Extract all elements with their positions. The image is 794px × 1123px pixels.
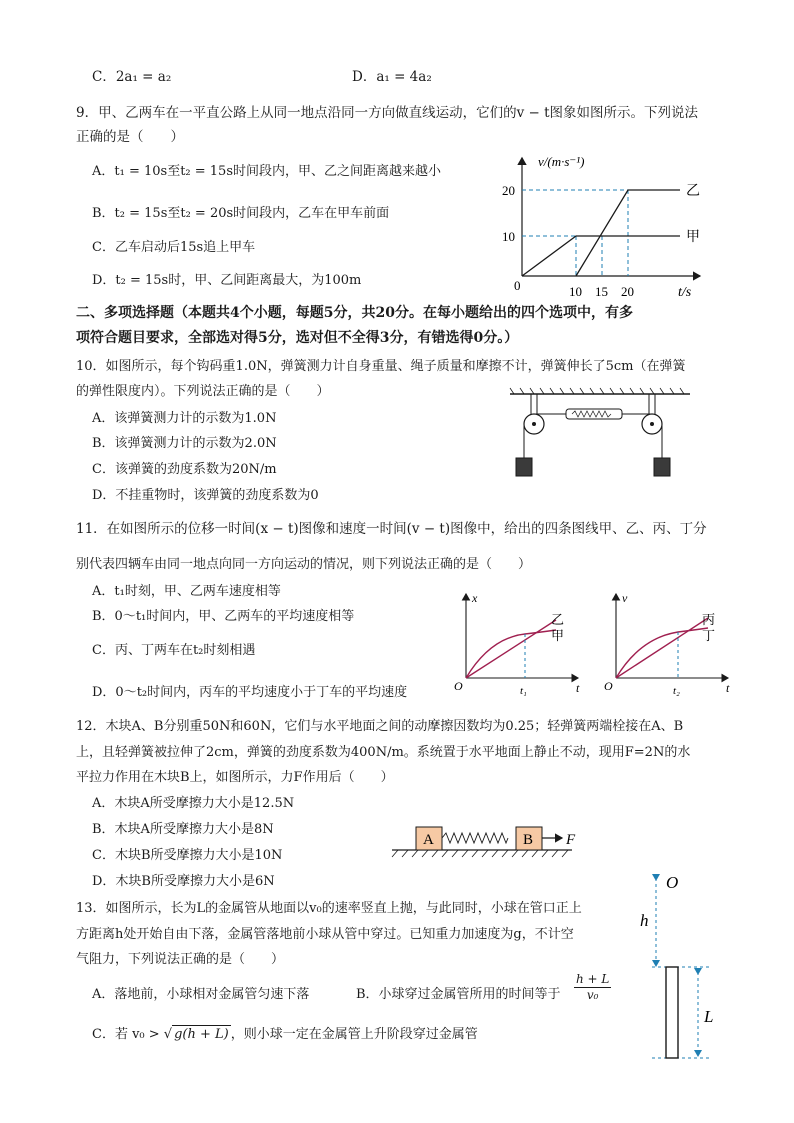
q9-stem-line2: 正确的是（ ） <box>76 129 184 145</box>
q13-option-c-suffix: ，则小球一定在金属管上升阶段穿过金属管 <box>230 1027 478 1042</box>
q11-g1-xlabel: t <box>576 681 580 695</box>
q10-option-c: C．该弹簧的劲度系数为20N/m <box>92 462 277 477</box>
q13-option-a: A．落地前，小球相对金属管匀速下落 <box>92 987 310 1002</box>
q9-origin: 0 <box>514 278 521 293</box>
q12-label-a: A <box>423 832 434 848</box>
q12-option-b: B．木块A所受摩擦力大小是8N <box>92 822 274 837</box>
q13-tube-figure <box>632 868 732 1068</box>
q11-stem-line2: 别代表四辆车由同一地点向同一方向运动的情况，则下列说法正确的是（ ） <box>76 557 532 572</box>
q11-g2-ylabel: v <box>622 591 628 605</box>
q9-option-a: A．t₁ = 10s至t₂ = 15s时间段内，甲、乙之间距离越来越小 <box>92 164 442 179</box>
q9-xtick-15: 15 <box>595 284 608 299</box>
q11-line-bing <box>616 618 708 678</box>
q13-frac-den: v₀ <box>586 988 599 1002</box>
q11-g1-ylabel: x <box>472 591 478 605</box>
q9-ytick-10: 10 <box>502 229 515 244</box>
q13-option-b: B．小球穿过金属管所用的时间等于 <box>356 987 561 1002</box>
q9-xtick-10: 10 <box>569 284 582 299</box>
q12-label-f: F <box>566 832 576 848</box>
q12-blocks-figure <box>392 822 592 862</box>
q9-xlabel: t/s <box>678 285 692 300</box>
q12-option-a: A．木块A所受摩擦力大小是12.5N <box>92 796 295 811</box>
q11-line-ding <box>616 628 708 678</box>
q13-frac-num: h + L <box>576 972 610 986</box>
q8-option-c: C．2a₁ = a₂ <box>92 69 172 85</box>
q11-xt-graph <box>450 590 590 700</box>
q13-label-l: L <box>704 1007 714 1026</box>
q10-option-b: B．该弹簧测力计的示数为2.0N <box>92 436 277 451</box>
q13-label-h: h <box>640 911 649 930</box>
q9-vt-graph <box>490 150 720 300</box>
q12-stem-line2: 上，且轻弹簧被拉伸了2cm，弹簧的劲度系数为400N/m。系统置于水平地面上静止不动，现用F=2N的水 <box>76 745 691 760</box>
q13-option-c-prefix: C．若 v₀ > <box>92 1027 164 1042</box>
q12-option-c: C．木块B所受摩擦力大小是10N <box>92 848 283 863</box>
q11-vt-graph <box>600 590 740 700</box>
section2-header-line1: 二、多项选择题（本题共4个小题，每题5分，共20分。在每小题给出的四个选项中，有多 <box>76 305 633 321</box>
q11-g2-label-ding: 丁 <box>702 628 716 643</box>
q9-option-b: B．t₂ = 15s至t₂ = 20s时间段内，乙车在甲车前面 <box>92 206 390 221</box>
q11-line-yi <box>466 620 556 678</box>
q10-stem-line2: 的弹性限度内）。下列说法正确的是（ ） <box>76 384 330 399</box>
q11-option-d: D．0～t₂时间内，丙车的平均速度小于丁车的平均速度 <box>92 685 408 700</box>
q11-option-a: A．t₁时刻，甲、乙两车速度相等 <box>92 584 281 599</box>
q8-option-d: D．a₁ = 4a₂ <box>352 69 432 85</box>
q11-g1-origin: O <box>454 679 463 693</box>
section2-header-line2: 项符合题目要求，全部选对得5分，选对但不全得3分，有错选得0分。） <box>76 330 519 346</box>
q13-metal-tube <box>666 967 678 1058</box>
q11-stem-line1: 11．在如图所示的位移一时间(x − t)图像和速度一时间(v − t)图像中，给出的四条图线甲、乙、丙、丁分 <box>76 521 707 537</box>
q11-line-jia <box>466 630 556 678</box>
q10-option-a: A．该弹簧测力计的示数为1.0N <box>92 411 277 426</box>
q11-g2-label-bing: 丙 <box>702 612 716 627</box>
q9-ylabel: v/(m·s⁻¹) <box>538 154 585 169</box>
q11-g1-label-jia: 甲 <box>551 628 565 643</box>
q11-g2-tick: t₂ <box>673 685 680 697</box>
q9-label-jia: 甲 <box>686 230 700 245</box>
q11-g1-label-yi: 乙 <box>551 612 565 627</box>
q13-label-o: O <box>666 873 679 892</box>
q10-right-weight <box>654 458 670 476</box>
q9-line-jia <box>522 236 680 276</box>
q10-spring-scale <box>566 409 622 419</box>
q11-g2-xlabel: t <box>726 681 730 695</box>
q11-option-c: C．丙、丁两车在t₂时刻相遇 <box>92 643 256 658</box>
q10-left-weight <box>516 458 532 476</box>
q12-stem-line3: 平拉力作用在木块B上，如图所示，力F作用后（ ） <box>76 770 394 785</box>
q12-label-b: B <box>523 832 534 848</box>
q9-xtick-20: 20 <box>621 284 634 299</box>
q9-ytick-20: 20 <box>502 183 515 198</box>
q11-g1-tick: t₁ <box>520 685 527 697</box>
q13-option-b-fraction <box>574 972 611 1003</box>
q10-stem-line1: 10．如图所示，每个钩码重1.0N，弹簧测力计自身重量、绳子质量和摩擦不计，弹簧伸长了5cm（在弹簧 <box>76 359 686 374</box>
q13-stem-line2: 方距离h处开始自由下落，金属管落地前小球从管中穿过。已知重力加速度为g，不计空 <box>76 927 574 942</box>
q12-stem-line1: 12．木块A、B分别重50N和60N，它们与水平地面之间的动摩擦因数均为0.25；轻弹簧两端栓接在A、B <box>76 719 684 734</box>
q11-g2-origin: O <box>604 679 613 693</box>
q9-label-yi: 乙 <box>686 184 700 199</box>
q9-option-d: D．t₂ = 15s时，甲、乙间距离最大，为100m <box>92 273 362 288</box>
q10-pulley-figure <box>510 388 690 484</box>
q13-option-c <box>92 1025 478 1044</box>
q10-option-d: D．不挂重物时，该弹簧的劲度系数为0 <box>92 488 319 503</box>
q13-sqrt-symbol: √ <box>163 1027 173 1042</box>
q12-option-d: D．木块B所受摩擦力大小是6N <box>92 874 275 889</box>
q9-option-c: C．乙车启动后15s追上甲车 <box>92 240 256 255</box>
q11-option-b: B．0～t₁时间内，甲、乙两车的平均速度相等 <box>92 609 355 624</box>
q13-stem-line3: 气阻力，下列说法正确的是（ ） <box>76 952 285 967</box>
q13-stem-line1: 13．如图所示，长为L的金属管从地面以v₀的速率竖直上抛，与此同时，小球在管口正上 <box>76 901 582 916</box>
q13-sqrt-radicand: g(h + L) <box>174 1027 229 1042</box>
q9-stem-line1: 9．甲、乙两车在一平直公路上从同一地点沿同一方向做直线运动，它们的v − t图象如图所示。下列说法 <box>76 105 699 121</box>
